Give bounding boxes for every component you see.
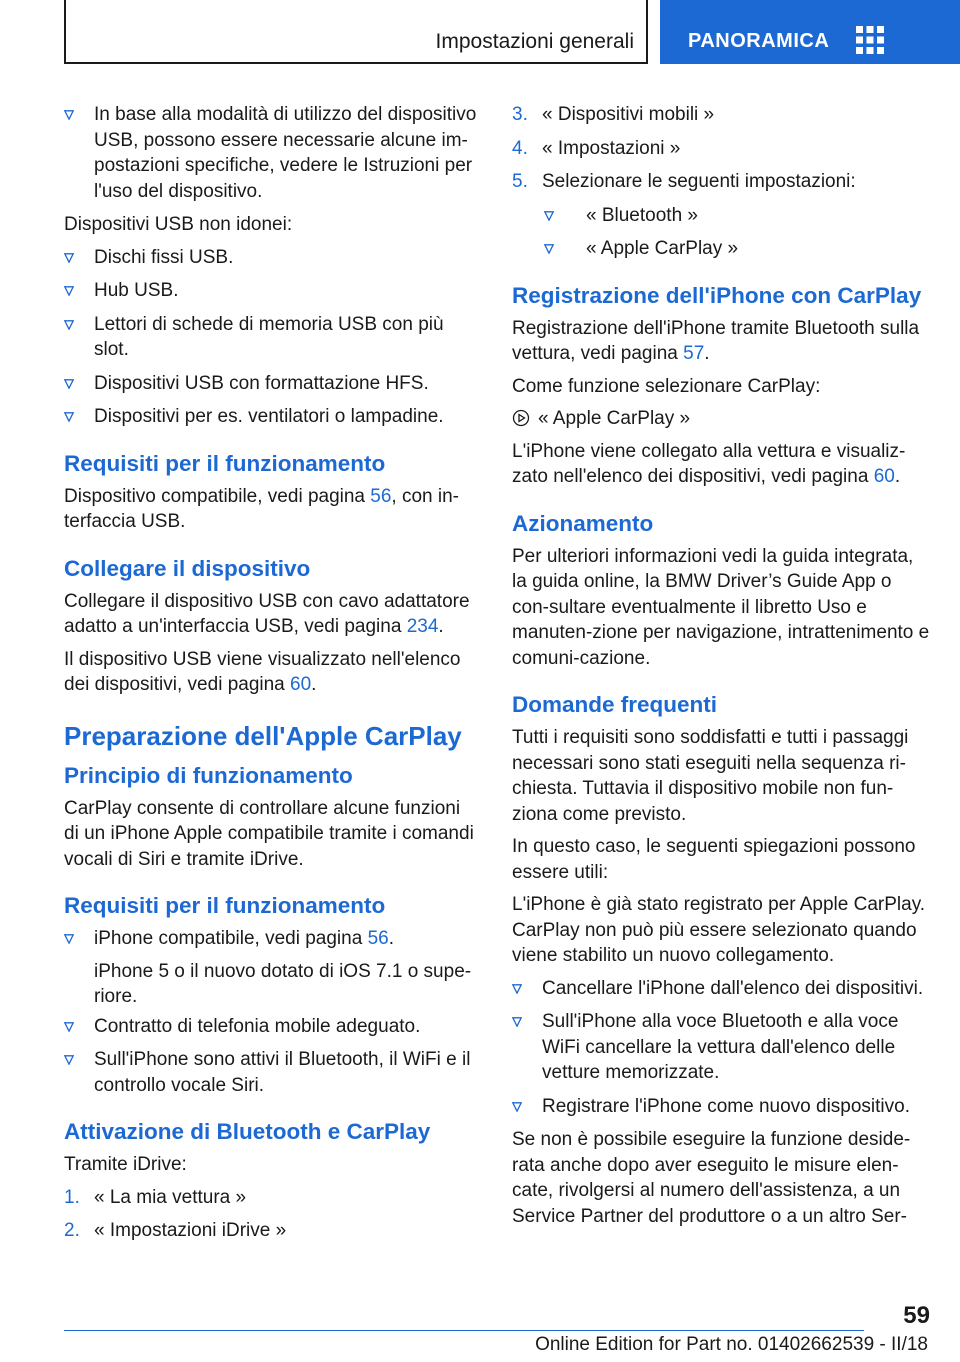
triangle-bullet-icon xyxy=(64,412,74,422)
list-item xyxy=(512,1094,930,1120)
paragraph-text: . xyxy=(894,466,901,487)
list-item-text: Sull'iPhone sono attivi il Bluetooth, il WiFi e il controllo vocale Siri. xyxy=(94,1049,471,1096)
triangle-bullet-icon xyxy=(544,244,554,254)
triangle-bullet-icon xyxy=(544,211,554,221)
chapter-heading: Preparazione dell'Apple CarPlay xyxy=(64,720,462,751)
list-item-text: Dischi fissi USB. xyxy=(94,246,234,268)
list-item-note: iPhone 5 o il nuovo dotato di iOS 7.1 o supe-riore. xyxy=(94,960,472,1007)
paragraph: In questo caso, le seguenti spiegazioni possono essere utili: xyxy=(512,836,916,883)
section-heading: Requisiti per il funzionamento xyxy=(64,893,386,918)
section-heading: Registrazione dell'iPhone con CarPlay xyxy=(512,282,922,308)
paragraph xyxy=(512,316,930,367)
overview-nav-label: PANORAMICA xyxy=(688,30,830,52)
footer-edition: Online Edition for Part no. 01402662539 - II/18 xyxy=(535,1334,928,1355)
step-number: 2. xyxy=(64,1220,80,1241)
list-item xyxy=(512,976,930,1002)
list-item-text: Dispositivi per es. ventilatori o lampadine. xyxy=(94,406,444,427)
list-item-text: Registrare l'iPhone come nuovo dispositivo. xyxy=(542,1095,910,1117)
unsuitable-label: Dispositivi USB non idonei: xyxy=(64,214,293,235)
list-item-text: Lettori di schede di memoria USB con più slot. xyxy=(94,313,444,360)
triangle-bullet-icon xyxy=(64,1055,74,1065)
paragraph-text: . xyxy=(311,674,317,695)
section-heading: Principio di funzionamento xyxy=(64,762,353,788)
section-title: Impostazioni generali xyxy=(435,30,634,53)
section-heading: Domande frequenti xyxy=(512,692,718,717)
step-number: 3. xyxy=(512,104,528,125)
list-item-text: Hub USB. xyxy=(94,280,179,301)
step-text: « Impostazioni » xyxy=(542,137,681,159)
page-number: 59 xyxy=(903,1302,930,1329)
paragraph xyxy=(64,589,480,640)
footer-divider xyxy=(64,1330,864,1331)
step-number: 5. xyxy=(512,171,528,192)
page-link[interactable]: 57 xyxy=(683,343,705,364)
step-text: « La mia vettura » xyxy=(94,1186,247,1208)
sub-list-item xyxy=(512,236,930,262)
list-item-text: Cancellare l'iPhone dall'elenco dei dispositivi. xyxy=(542,977,924,999)
step-text: Selezionare le seguenti impostazioni: xyxy=(542,171,856,192)
grid-icon xyxy=(856,26,884,54)
section-heading: Collegare il dispositivo xyxy=(64,555,311,581)
selection-item xyxy=(512,406,930,432)
step-item xyxy=(512,136,930,162)
page-link[interactable]: 234 xyxy=(406,616,439,637)
page-link[interactable]: 56 xyxy=(367,928,389,949)
paragraph xyxy=(64,484,480,535)
list-item-text: Contratto di telefonia mobile adeguato. xyxy=(94,1015,421,1037)
triangle-bullet-icon xyxy=(64,379,74,389)
list-item xyxy=(64,312,480,363)
list-item-text: iPhone compatibile, vedi pagina xyxy=(94,928,368,949)
left-column xyxy=(64,102,480,1252)
section-tab xyxy=(64,0,648,64)
paragraph-text: Registrazione dell'iPhone tramite Bluetooth sulla vettura, vedi pagina xyxy=(512,317,920,364)
list-item xyxy=(64,102,480,204)
list-item xyxy=(64,371,480,397)
step-item xyxy=(64,1185,480,1211)
list-item xyxy=(64,926,480,1010)
right-column xyxy=(512,102,930,1236)
list-item xyxy=(64,1047,480,1098)
list-item xyxy=(512,1009,930,1086)
list-item-text: Dispositivi USB con formattazione HFS. xyxy=(94,372,429,394)
paragraph xyxy=(64,647,480,698)
paragraph-text: L'iPhone viene collegato alla vettura e visualiz-zato nell'elenco dei dispositivi, vedi pagina xyxy=(512,440,906,487)
list-item xyxy=(64,278,480,304)
triangle-bullet-icon xyxy=(512,984,522,994)
paragraph: CarPlay consente di controllare alcune funzioni di un iPhone Apple compatibile tramite i comandi vocali di Siri e tramite iDrive. xyxy=(64,797,474,870)
triangle-bullet-icon xyxy=(64,253,74,263)
list-item xyxy=(64,404,480,430)
paragraph-text: Il dispositivo USB viene visualizzato nell'elenco dei dispositivi, vedi pagina xyxy=(64,648,461,695)
triangle-bullet-icon xyxy=(64,110,74,120)
step-text: « Impostazioni iDrive » xyxy=(94,1220,287,1241)
list-item-text: « Bluetooth » xyxy=(586,204,698,226)
paragraph: Come funzione selezionare CarPlay: xyxy=(512,375,821,397)
triangle-bullet-icon xyxy=(64,1022,74,1032)
paragraph: Per ulteriori informazioni vedi la guida integrata, la guida online, la BMW Driver’s Guide App o con-sultare eventualmente il libretto Uso e manuten-zione per navigazione, intrattenimento e comuni-cazione. xyxy=(512,545,930,669)
step-text: « Dispositivi mobili » xyxy=(542,104,715,125)
section-heading: Azionamento xyxy=(512,510,654,536)
list-item xyxy=(64,245,480,271)
paragraph: L'iPhone è già stato registrato per Apple CarPlay. CarPlay non può più essere selezionato quando viene stabilito un nuovo collegamento. xyxy=(512,894,926,966)
triangle-bullet-icon xyxy=(64,320,74,330)
triangle-bullet-icon xyxy=(512,1017,522,1027)
paragraph-text: Dispositivo compatibile, vedi pagina xyxy=(64,485,371,507)
paragraph-text: , con in-terfaccia USB. xyxy=(64,485,460,532)
unsuitable-list xyxy=(64,245,480,430)
paragraph: Tramite iDrive: xyxy=(64,1154,187,1175)
triangle-bullet-icon xyxy=(512,1102,522,1112)
page-link[interactable]: 56 xyxy=(370,485,392,507)
page-link[interactable]: 60 xyxy=(290,674,312,695)
sub-list-item xyxy=(512,203,930,229)
paragraph-text: . xyxy=(438,616,444,637)
step-number: 4. xyxy=(512,137,528,159)
list-item-text: « Apple CarPlay » xyxy=(586,238,739,259)
selection-text: « Apple CarPlay » xyxy=(538,408,691,429)
step-number: 1. xyxy=(64,1186,80,1208)
section-heading: Attivazione di Bluetooth e CarPlay xyxy=(64,1119,431,1144)
step-item xyxy=(512,102,930,128)
list-item-text: In base alla modalità di utilizzo del dispositivo USB, possono essere necessarie alcune im-postazioni specifiche, vedere le Istruzioni per l'uso del dispositivo. xyxy=(94,104,477,202)
step-item xyxy=(64,1218,480,1244)
section-heading: Requisiti per il funzionamento xyxy=(64,450,386,476)
list-item-text: Sull'iPhone alla voce Bluetooth e alla voce WiFi cancellare la vettura dall'elenco delle vetture memorizzate. xyxy=(542,1011,899,1083)
paragraph xyxy=(512,439,930,490)
overview-nav-button[interactable] xyxy=(660,0,960,64)
paragraph-text: . xyxy=(704,343,710,364)
step-item xyxy=(512,169,930,195)
page-header xyxy=(64,0,960,66)
play-circle-icon xyxy=(512,409,530,427)
list-item xyxy=(64,1014,480,1040)
paragraph: Se non è possibile eseguire la funzione deside-rata anche dopo aver eseguito le misure elen-cate, rivolgersi al numero dell'assistenza, a un Service Partner del produttore o a un altro Ser- xyxy=(512,1129,911,1227)
paragraph-text: Collegare il dispositivo USB con cavo adattatore adatto a un'interfaccia USB, vedi pagina xyxy=(64,590,470,637)
triangle-bullet-icon xyxy=(64,934,74,944)
page-link[interactable]: 60 xyxy=(873,466,895,487)
list-item-text: . xyxy=(388,928,394,949)
paragraph: Tutti i requisiti sono soddisfatti e tutti i passaggi necessari sono stati eseguiti nella sequenza ri-chiesta. Tuttavia il dispositivo mobile non fun-ziona come previsto. xyxy=(512,727,909,825)
triangle-bullet-icon xyxy=(64,286,74,296)
